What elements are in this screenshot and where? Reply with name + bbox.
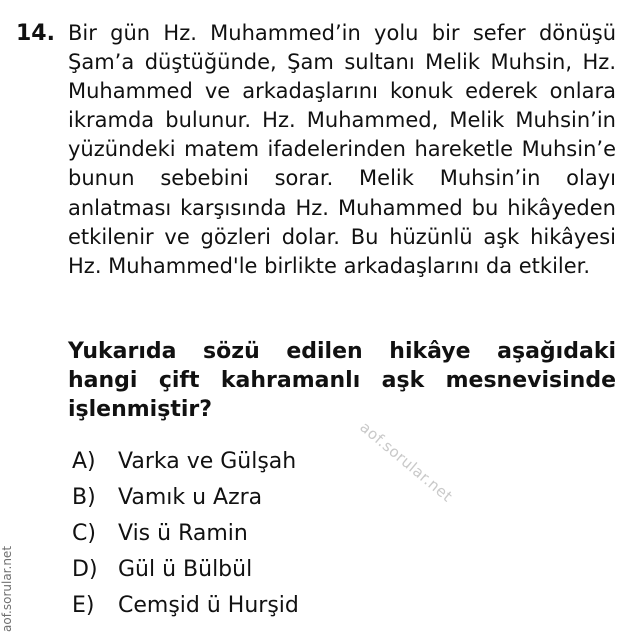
option-letter: C) bbox=[72, 521, 96, 546]
option-text: Vis ü Ramin bbox=[118, 521, 248, 546]
answer-options bbox=[72, 444, 299, 624]
question-passage: Bir gün Hz. Muhammed’in yolu bir sefer dönüşü Şam’a düştüğünde, Şam sultanı Melik Muhsin, Hz. Muhammed ve arkadaşlarını konuk ederek onlara ikramda bulunur. Hz. Muhammed, Melik Muhsin’in yüzündeki matem ifadelerinden hareketle Muhsin’e bunun sebebini sorar. Melik Muhsin’in olayı anlatması karşısında Hz. Muhammed bu hikâyeden etkilenir ve gözleri dolar. Bu hüzünlü aşk hikâyesi Hz. Muhammed'le birlikte arkadaşlarını da etkiler. bbox=[68, 21, 616, 278]
question-number: 14. bbox=[16, 21, 55, 46]
option-letter: E) bbox=[72, 593, 95, 618]
option-a[interactable] bbox=[72, 444, 299, 480]
option-letter: A) bbox=[72, 449, 96, 474]
watermark-diagonal: aof.sorular.net bbox=[356, 418, 457, 506]
question-stem: Yukarıda sözü edilen hikâye aşağıdaki hangi çift kahramanlı aşk mesnevisinde işlenmiştir? bbox=[68, 339, 616, 422]
option-c[interactable] bbox=[72, 516, 299, 552]
option-e[interactable] bbox=[72, 588, 299, 624]
option-letter: B) bbox=[72, 485, 96, 510]
option-b[interactable] bbox=[72, 480, 299, 516]
option-text: Varka ve Gülşah bbox=[118, 449, 297, 474]
option-text: Vamık u Azra bbox=[118, 485, 263, 510]
option-text: Cemşid ü Hurşid bbox=[118, 593, 299, 618]
watermark-side: aof.sorular.net bbox=[0, 545, 14, 632]
option-letter: D) bbox=[72, 557, 98, 582]
option-d[interactable] bbox=[72, 552, 299, 588]
option-text: Gül ü Bülbül bbox=[118, 557, 253, 582]
